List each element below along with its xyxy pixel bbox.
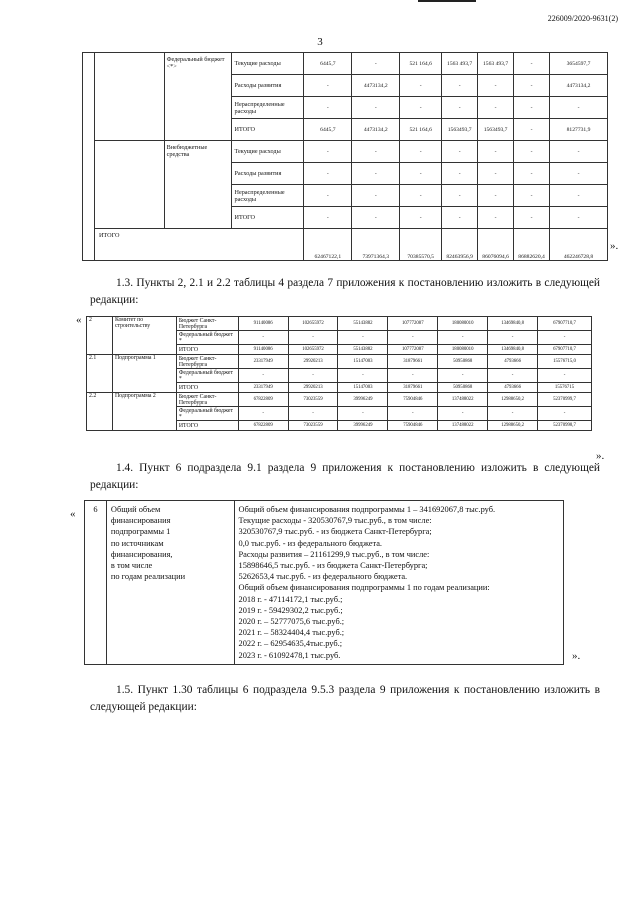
item-number: 6	[85, 501, 107, 665]
value-cell: 6445,7	[304, 119, 352, 141]
row-label: Текущие расходы	[232, 53, 304, 75]
value-cell: 102655972	[288, 345, 338, 355]
row-label: Федеральный бюджет *	[176, 331, 238, 345]
blank-cell	[94, 141, 164, 229]
value-cell: -	[338, 369, 388, 383]
value-cell: -	[538, 369, 592, 383]
value-cell: 521 164,6	[400, 53, 442, 75]
block-number: 2.2	[87, 393, 113, 431]
value-cell: 4793666	[488, 383, 538, 393]
content-line: 2018 г. - 47114172,1 тыс.руб.;	[238, 594, 343, 604]
blank-cell	[94, 53, 164, 141]
value-cell: -	[400, 163, 442, 185]
table-row	[83, 53, 608, 75]
value-cell: 12988650,2	[488, 393, 538, 407]
value-cell: -	[478, 141, 514, 163]
value-cell: 52370998,7	[538, 421, 592, 431]
content-line: Текущие расходы - 320530767,9 тыс.руб., в том числе:	[238, 516, 432, 526]
financing-table	[82, 52, 608, 261]
value-cell: 52370999,7	[538, 393, 592, 407]
value-cell: 107772087	[388, 345, 438, 355]
value-cell: -	[388, 331, 438, 345]
row-label: Расходы развития	[232, 75, 304, 97]
open-quote-2: «	[76, 314, 82, 326]
value-cell: 39996249	[338, 421, 388, 431]
content-line: Общий объем финансирования подпрограммы 1 – 341692067,8 тыс.руб.	[238, 505, 496, 514]
value-cell: -	[400, 207, 442, 229]
value-cell: -	[352, 53, 400, 75]
value-cell: 91140086	[238, 317, 288, 331]
total-value: 70385570,5	[400, 229, 442, 261]
page-number: 3	[317, 36, 323, 48]
total-value: 462246728,8	[550, 229, 608, 261]
budget-table	[86, 316, 592, 431]
row-label: ИТОГО	[176, 421, 238, 431]
value-cell: -	[352, 207, 400, 229]
row-label: ИТОГО	[176, 383, 238, 393]
value-cell: -	[478, 207, 514, 229]
total-row	[83, 229, 608, 261]
value-cell: -	[478, 75, 514, 97]
value-cell: 521 164,6	[400, 119, 442, 141]
value-cell: -	[288, 407, 338, 421]
title-line: финансирования	[110, 516, 171, 526]
value-cell: -	[514, 119, 550, 141]
value-cell: -	[514, 75, 550, 97]
paragraph-1-4: 1.4. Пункт 6 подраздела 9.1 раздела 9 приложения к постановлению изложить в следующей редакции:	[90, 462, 600, 491]
value-cell: -	[488, 331, 538, 345]
value-cell: -	[288, 369, 338, 383]
row-label: Федеральный бюджет *	[176, 369, 238, 383]
value-cell: 50950868	[438, 355, 488, 369]
value-cell: -	[514, 163, 550, 185]
value-cell: 1563 493,7	[442, 53, 478, 75]
row-label: ИТОГО	[176, 345, 238, 355]
value-cell: 67822809	[238, 393, 288, 407]
value-cell: -	[550, 141, 608, 163]
block-number: 2.1	[87, 355, 113, 393]
value-cell: 73023559	[288, 421, 338, 431]
value-cell: 1563 493,7	[478, 53, 514, 75]
value-cell: -	[514, 185, 550, 207]
title-line: по годам реализации	[110, 572, 186, 582]
row-label: Бюджет Санкт-Петербурга	[176, 393, 238, 407]
value-cell: -	[514, 97, 550, 119]
value-cell: -	[550, 185, 608, 207]
value-cell: -	[400, 75, 442, 97]
value-cell: -	[388, 369, 438, 383]
content-line: 15898646,5 тыс.руб. - из бюджета Санкт-Петербурга;	[238, 561, 428, 571]
value-cell: 15576715	[538, 383, 592, 393]
content-line: 0,0 тыс.руб. - из федерального бюджета.	[238, 538, 383, 548]
value-cell: 75904846	[388, 393, 438, 407]
content-line: 320530767,9 тыс.руб. - из бюджета Санкт-Петербурга;	[238, 527, 432, 537]
value-cell: -	[238, 369, 288, 383]
row-label: Расходы развития	[232, 163, 304, 185]
value-cell: 107772087	[388, 317, 438, 331]
value-cell: -	[538, 331, 592, 345]
value-cell: -	[488, 407, 538, 421]
value-cell: 4793666	[488, 355, 538, 369]
value-cell: 75904846	[388, 421, 438, 431]
value-cell: -	[550, 97, 608, 119]
value-cell: 4473134,2	[352, 75, 400, 97]
open-quote-3: «	[70, 508, 76, 520]
table-row	[87, 317, 592, 331]
value-cell: -	[478, 163, 514, 185]
value-cell: -	[304, 97, 352, 119]
value-cell: -	[514, 141, 550, 163]
row-label: Бюджет Санкт-Петербурга	[176, 355, 238, 369]
row-label: Нераспределенные расходы	[232, 185, 304, 207]
content-line: 2022 г. – 62954635,4тыс.руб.;	[238, 639, 343, 649]
value-cell: -	[550, 207, 608, 229]
row-label: Нераспределенные расходы	[232, 97, 304, 119]
value-cell: -	[338, 407, 388, 421]
value-cell: 73023559	[288, 393, 338, 407]
value-cell: -	[352, 163, 400, 185]
value-cell: -	[352, 97, 400, 119]
row-label: ИТОГО	[232, 119, 304, 141]
value-cell: -	[538, 407, 592, 421]
content-line: Расходы развития – 21161299,9 тыс.руб., в том числе:	[238, 549, 430, 559]
closing-quote-2: ».	[596, 450, 605, 462]
value-cell: 67822809	[238, 421, 288, 431]
value-cell: -	[442, 75, 478, 97]
value-cell: 67907710,7	[538, 317, 592, 331]
closing-quote-3: ».	[572, 650, 581, 662]
document-number: 226009/2020-9631(2)	[547, 14, 618, 23]
value-cell: 13469840,8	[488, 345, 538, 355]
value-cell: -	[304, 207, 352, 229]
table-row	[87, 393, 592, 407]
value-cell: 4473134,2	[550, 75, 608, 97]
value-cell: 55143882	[338, 345, 388, 355]
block-name: Комитет по строительству	[112, 317, 176, 355]
block-number: 2	[87, 317, 113, 355]
value-cell: 180080010	[438, 317, 488, 331]
value-cell: -	[550, 163, 608, 185]
value-cell: 55143882	[338, 317, 388, 331]
title-line: финансирования,	[110, 549, 173, 559]
value-cell: -	[488, 369, 538, 383]
content-line: 2023 г. - 61092478,1 тыс.руб.	[238, 650, 341, 660]
value-cell: 67907710,7	[538, 345, 592, 355]
paragraph-1-3: 1.3. Пункты 2, 2.1 и 2.2 таблицы 4 раздела 7 приложения к постановлению изложить в следующей редакции:	[90, 277, 600, 306]
value-cell: -	[438, 331, 488, 345]
value-cell: -	[400, 141, 442, 163]
value-cell: 6445,7	[304, 53, 352, 75]
value-cell: 29920213	[288, 383, 338, 393]
value-cell: -	[442, 163, 478, 185]
value-cell: -	[438, 407, 488, 421]
value-cell: -	[442, 185, 478, 207]
value-cell: -	[304, 141, 352, 163]
total-value: 82463956,9	[442, 229, 478, 261]
value-cell: -	[238, 407, 288, 421]
value-cell: 3654597,7	[550, 53, 608, 75]
total-label: ИТОГО	[94, 229, 303, 261]
value-cell: -	[514, 53, 550, 75]
block-name: Подпрограмма 1	[112, 355, 176, 393]
content-line: 2019 г. - 59429302,2 тыс.руб.;	[238, 605, 343, 615]
subprogram-financing-table	[84, 500, 564, 665]
value-cell: 1563493,7	[478, 119, 514, 141]
value-cell: 15576715,0	[538, 355, 592, 369]
value-cell: 23317949	[238, 355, 288, 369]
spacer-cell	[83, 53, 95, 261]
value-cell: 91140086	[238, 345, 288, 355]
value-cell: 1563493,7	[442, 119, 478, 141]
value-cell: 31879661	[388, 355, 438, 369]
table-row	[87, 355, 592, 369]
value-cell: 39996249	[338, 393, 388, 407]
value-cell: -	[400, 185, 442, 207]
value-cell: -	[338, 331, 388, 345]
item-content-cell	[234, 501, 563, 665]
value-cell: -	[442, 207, 478, 229]
value-cell: 29920213	[288, 355, 338, 369]
value-cell: -	[442, 141, 478, 163]
value-cell: 4473134,2	[352, 119, 400, 141]
value-cell: -	[514, 207, 550, 229]
source-cell: Федеральный бюджет <*>	[164, 53, 232, 141]
table-row	[83, 141, 608, 163]
total-value: 62467122,1	[304, 229, 352, 261]
content-line: 2020 г. – 52777075,6 тыс.руб.;	[238, 617, 345, 627]
value-cell: -	[304, 163, 352, 185]
total-value: 73971364,3	[352, 229, 400, 261]
value-cell: -	[400, 97, 442, 119]
total-value: 86076094,6	[478, 229, 514, 261]
value-cell: 15147003	[338, 355, 388, 369]
title-line: по источникам	[110, 538, 164, 548]
value-cell: 23317949	[238, 383, 288, 393]
item-title-cell	[106, 501, 234, 665]
source-cell: Внебюджетные средства	[164, 141, 232, 229]
row-label: Бюджет Санкт-Петербурга	[176, 317, 238, 331]
row-label: Текущие расходы	[232, 141, 304, 163]
value-cell: 102655972	[288, 317, 338, 331]
value-cell: 50950868	[438, 383, 488, 393]
value-cell: -	[304, 75, 352, 97]
value-cell: 13469840,8	[488, 317, 538, 331]
value-cell: -	[478, 185, 514, 207]
value-cell: 180080010	[438, 345, 488, 355]
value-cell: -	[438, 369, 488, 383]
title-line: в том числе	[110, 561, 153, 571]
closing-quote-1: ».	[610, 240, 619, 252]
value-cell: 137488022	[438, 393, 488, 407]
total-value: 86882620,4	[514, 229, 550, 261]
value-cell: 8127731,9	[550, 119, 608, 141]
title-line: подпрограммы 1	[110, 527, 171, 537]
value-cell: -	[238, 331, 288, 345]
content-line: 5262653,4 тыс.руб. - из федерального бюджета.	[238, 572, 408, 582]
row-label: Федеральный бюджет *	[176, 407, 238, 421]
value-cell: -	[388, 407, 438, 421]
title-line: Общий объем	[110, 505, 161, 514]
value-cell: -	[304, 185, 352, 207]
value-cell: -	[288, 331, 338, 345]
paragraph-1-5: 1.5. Пункт 1.30 таблицы 6 подраздела 9.5.3 раздела 9 приложения к постановлению изложить в следующей редакции:	[90, 684, 600, 713]
value-cell: -	[478, 97, 514, 119]
value-cell: 15147003	[338, 383, 388, 393]
value-cell: -	[442, 97, 478, 119]
value-cell: 31879661	[388, 383, 438, 393]
content-line: 2021 г. – 58324404,4 тыс.руб.;	[238, 628, 345, 638]
value-cell: 12988650,2	[488, 421, 538, 431]
block-name: Подпрограмма 2	[112, 393, 176, 431]
value-cell: 137488022	[438, 421, 488, 431]
value-cell: -	[352, 141, 400, 163]
top-rule	[418, 0, 476, 2]
content-line: Общий объем финансирования подпрограммы 1 по годам реализации:	[238, 583, 490, 593]
value-cell: -	[352, 185, 400, 207]
row-label: ИТОГО	[232, 207, 304, 229]
